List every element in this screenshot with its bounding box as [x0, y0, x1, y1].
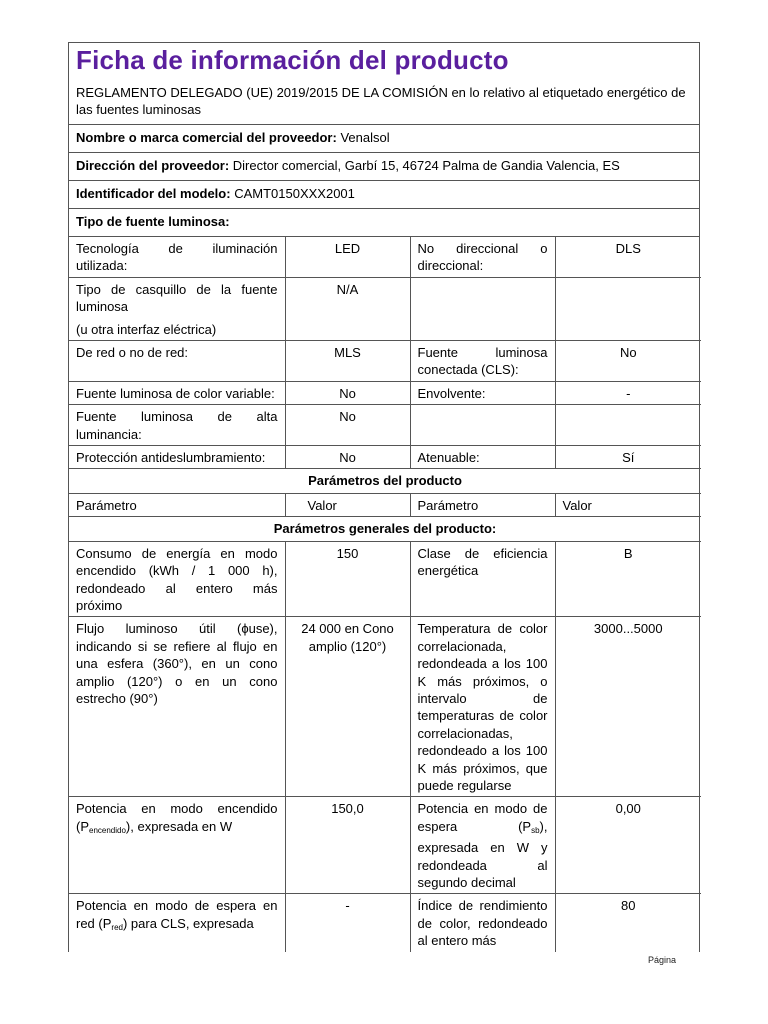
type-label: No direccional o direccional: — [410, 237, 555, 277]
param-value: 24 000 en Cono amplio (120°) — [285, 617, 410, 797]
param-label-text: ), expresada en W — [125, 818, 233, 834]
supplier-name-row — [69, 125, 699, 153]
title-block — [69, 43, 699, 125]
model-identifier-value: CAMT0150XXX2001 — [234, 186, 355, 201]
type-label-empty — [410, 405, 555, 446]
type-value: MLS — [285, 341, 410, 382]
param-label — [410, 797, 555, 894]
param-value: 80 — [555, 894, 701, 952]
param-value: B — [555, 541, 701, 617]
type-label: Tecnología de iluminación utilizada: — [69, 237, 285, 277]
type-value: No — [285, 405, 410, 446]
param-label-text: Potencia en modo de espera (P — [417, 801, 548, 834]
section-header-row — [69, 517, 701, 541]
regulation-text: REGLAMENTO DELEGADO (UE) 2019/2015 DE LA COMISIÓN en lo relativo al etiquetado energético de las fuentes luminosas — [76, 85, 686, 117]
type-label: Envolvente: — [410, 381, 555, 404]
supplier-address-row — [69, 153, 699, 181]
model-identifier-row — [69, 181, 699, 209]
param-value: 0,00 — [555, 797, 701, 894]
type-label: Atenuable: — [410, 446, 555, 469]
table-row — [69, 617, 701, 797]
type-label: De red o no de red: — [69, 341, 285, 382]
param-label-subscript: red — [111, 922, 123, 932]
table-row — [69, 446, 701, 469]
light-source-type-table — [69, 237, 701, 952]
page-title: Ficha de información del producto — [76, 45, 509, 75]
supplier-address-label: Dirección del proveedor: — [76, 158, 230, 173]
type-label: Fuente luminosa de alta luminancia: — [69, 405, 285, 446]
type-label: Fuente luminosa de color variable: — [69, 381, 285, 404]
param-value: 150,0 — [285, 797, 410, 894]
param-label: Índice de rendimiento de color, redondeado al entero más — [410, 894, 555, 952]
table-row — [69, 381, 701, 404]
table-row — [69, 894, 701, 952]
param-label-text: Potencia en modo de espera en red (P — [76, 898, 278, 931]
type-value: - — [555, 381, 701, 404]
param-label — [69, 894, 285, 952]
param-value: - — [285, 894, 410, 952]
column-header-row — [69, 493, 701, 516]
param-label-subscript: encendido — [89, 825, 126, 835]
page-footer-label: Página — [648, 955, 677, 965]
cap-type-label: Tipo de casquillo de la fuente luminosa — [76, 281, 278, 315]
param-label-text: ) para CLS, expresada — [122, 915, 254, 931]
cap-type-note: (u otra interfaz eléctrica) — [76, 321, 217, 337]
column-header-parameter: Parámetro — [69, 493, 285, 516]
type-value-empty — [555, 405, 701, 446]
type-value-empty — [555, 277, 701, 340]
type-value: No — [285, 446, 410, 469]
type-value: LED — [285, 237, 410, 277]
product-information-sheet — [68, 42, 700, 952]
type-label — [69, 277, 285, 340]
param-label-subscript: sb — [531, 825, 540, 835]
product-parameters-heading: Parámetros del producto — [69, 469, 701, 493]
param-label-text: Potencia en modo encendido (P — [76, 801, 278, 834]
param-value: 150 — [285, 541, 410, 617]
table-row — [69, 797, 701, 894]
type-label: Protección antideslumbramiento: — [69, 446, 285, 469]
light-source-type-label: Tipo de fuente luminosa: — [76, 214, 230, 229]
type-value: No — [285, 381, 410, 404]
param-label: Temperatura de color correlacionada, redondeada a los 100 K más próximos, o intervalo de temperaturas de color correlacionadas, redondeado a los 100 K más próximos, que puede regularse — [410, 617, 555, 797]
type-value: No — [555, 341, 701, 382]
type-label-empty — [410, 277, 555, 340]
param-label: Consumo de energía en modo encendido (kWh / 1 000 h), redondeado al entero más próximo — [69, 541, 285, 617]
section-header-row — [69, 469, 701, 493]
supplier-name-value: Venalsol — [340, 130, 390, 145]
general-parameters-heading: Parámetros generales del producto: — [69, 517, 701, 541]
model-identifier-label: Identificador del modelo: — [76, 186, 231, 201]
table-row — [69, 237, 701, 277]
type-value: N/A — [285, 277, 410, 340]
table-row — [69, 277, 701, 340]
table-row — [69, 341, 701, 382]
type-label: Fuente luminosa conectada (CLS): — [410, 341, 555, 382]
light-source-type-row — [69, 209, 699, 237]
param-label: Clase de eficiencia energética — [410, 541, 555, 617]
type-value: Sí — [555, 446, 701, 469]
supplier-address-value: Director comercial, Garbí 15, 46724 Palma de Gandia Valencia, ES — [232, 158, 620, 173]
type-value: DLS — [555, 237, 701, 277]
column-header-value-2: Valor — [555, 493, 701, 516]
param-label — [69, 797, 285, 894]
column-header-value: Valor — [285, 493, 410, 516]
param-label-text: ), expresada en W y redondeada al segundo decimal — [417, 818, 548, 890]
param-value: 3000...5000 — [555, 617, 701, 797]
param-label: Flujo luminoso útil (ϕuse), indicando si se refiere al flujo en una esfera (360°), en un cono amplio (120°) o en un cono estrecho (90°) — [69, 617, 285, 797]
supplier-name-label: Nombre o marca comercial del proveedor: — [76, 130, 337, 145]
sheet-frame — [68, 42, 700, 952]
table-row — [69, 405, 701, 446]
column-header-parameter-2: Parámetro — [410, 493, 555, 516]
table-row — [69, 541, 701, 617]
